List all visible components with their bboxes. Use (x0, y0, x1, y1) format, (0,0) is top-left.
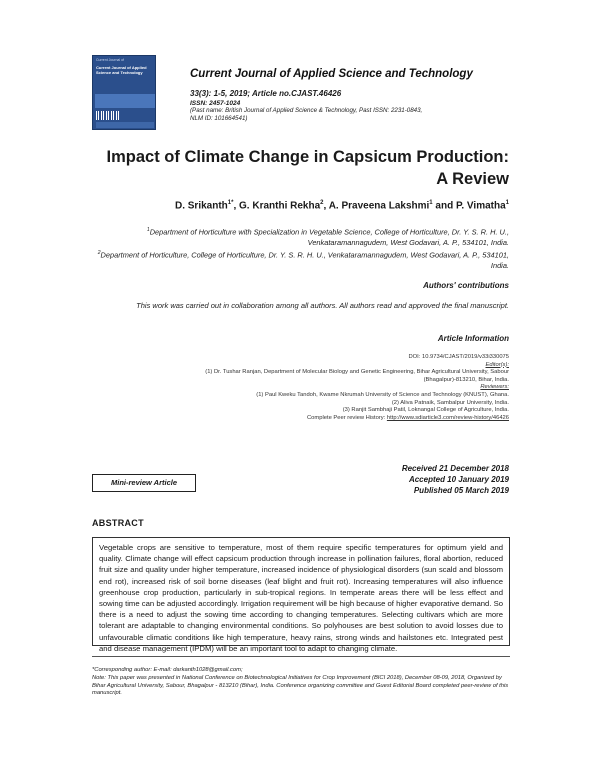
journal-past-name: (Past name: British Journal of Applied Science & Technology, Past ISSN: 2231-0843, (190, 107, 423, 114)
reviewer-1: (1) Paul Kweku Tandoh, Kwame Nkrumah University of Science and Technology (KNUST), Ghana. (256, 391, 509, 398)
review-history (89, 415, 509, 423)
paper-title-line-1: Impact of Climate Change in Capsicum Production: (106, 148, 509, 166)
review-history-label: Complete Peer review History: (306, 414, 387, 421)
received-date: Received 21 December 2018 (401, 464, 509, 473)
contributions-text: This work was carried out in collaboration among all authors. All authors read and approved the final manuscript. (136, 301, 509, 310)
author-affiliation-mark: 2 (320, 200, 324, 206)
corresponding-author: *Corresponding author: E-mail: darkanth1028@gmail.com; (92, 667, 243, 673)
editor-1: (1) Dr. Tushar Ranjan, Department of Molecular Biology and Genetic Engineering, Bihar Agricultural University, Sabour (205, 369, 509, 376)
author-separator: , (323, 200, 329, 212)
paper-title (79, 146, 509, 190)
article-info-heading: Article Information (437, 334, 509, 343)
cover-barcode (96, 111, 120, 120)
journal-volume: 33(3): 1-5, 2019; Article no.CJAST.46426 (190, 89, 342, 98)
conference-note: Note: This paper was presented in National Conference on Biotechnological Initiatives for Crop Improvement (BICI 2018), December 08-09, 2018, Organized by Bihar Agricultural University, Sabour, Bhagalpur - 813210 (Bihar), India. Conference organizing committee and Guest Editorial Board completed peer-review of this manuscript. (92, 674, 509, 697)
cover-band (95, 94, 155, 108)
review-history-link[interactable]: http://www.sdiarticle3.com/review-history/46426 (386, 414, 509, 421)
editors-label: Editor(s): (485, 361, 509, 368)
editor-1-cont: (Bhagalpur)-813210, Bihar, India. (423, 376, 509, 383)
article-info (89, 354, 509, 422)
affiliations (92, 225, 509, 272)
footnotes (92, 667, 510, 698)
affiliation-text: Department of Horticulture with Specialization in Vegetable Science, College of Horticulture, Dr. Y. S. R. H. U., Venkataramannagudem, West Godavari, A. P., 534101, India. (149, 227, 509, 247)
accepted-date: Accepted 10 January 2019 (408, 475, 509, 484)
footnote-divider (92, 656, 510, 657)
article-dates (402, 463, 509, 496)
affiliation-2 (92, 248, 509, 271)
author-separator: and (432, 200, 456, 212)
abstract-text: Vegetable crops are sensitive to temperature, most of them require specific temperatures for optimum yield and quality. Climate change will effect capsicum production through increase in pollination failures, floral abortion, reduced fruit size and quality under higher temperature, increased incidence of physiological disorders (sun scald and blossom end rot), increased risk of soil borne diseases (leaf blight and fruit rot). Increasing temperatures will also influence greenhouse crop production, particularly in sub-tropical regions. In temperate areas there will be less effect and sowing time can be adjusted accordingly. Irrigation requirement will be high because of higher evaporative demand. So there is a need to adjust the sowing time according to changing temperatures. Selecting cultivars which are more tolerant are adaptable to changing environmental conditions. So polyhouses are best solution to avoid losses due to unfavourable climatic conditions like high temperature, heavy rains, strong winds and hailstones etc. Integrated pest and disease management (IPDM) will be an important tool to adapt to changing climate. (92, 537, 510, 646)
journal-nlm-id: NLM ID: 101664541) (190, 115, 248, 122)
paper-title-line-2: A Review (436, 170, 509, 188)
reviewers-label: Reviewers: (480, 384, 509, 391)
reviewer-3: (3) Ranjit Sambhaji Patil, Loknangal College of Agriculture, India. (342, 407, 509, 414)
journal-cover-thumbnail (92, 55, 156, 130)
article-doi: DOI: 10.9734/CJAST/2019/v33i330075 (408, 354, 509, 360)
article-type-badge: Mini-review Article (92, 474, 196, 492)
author-name: P. Vimatha (455, 200, 506, 212)
author-list (175, 200, 509, 211)
abstract-heading: ABSTRACT (92, 518, 144, 528)
reviewer-2: (2) Aliva Patnaik, Sambalpur University, India. (391, 399, 509, 406)
affiliation-1 (92, 225, 509, 248)
author-name: G. Kranthi Rekha (239, 200, 321, 212)
affiliation-mark: 2 (97, 250, 101, 257)
cover-title: Current Journal of Applied Science and Technology (96, 65, 147, 75)
author-affiliation-mark: 1* (227, 200, 234, 206)
affiliation-mark: 1 (146, 227, 150, 233)
journal-header (190, 68, 520, 123)
published-date: Published 05 March 2019 (413, 486, 509, 495)
author-affiliation-mark: 1 (505, 200, 509, 206)
affiliation-text: Department of Horticulture, College of Horticulture, Dr. Y. S. R. H. U., Venkataramannagudem, West Godavari, A. P., 534101, India. (100, 250, 509, 271)
journal-issn: ISSN: 2457-1024 (190, 100, 241, 107)
author-name: A. Praveena Lakshmi (328, 200, 430, 212)
cover-small-text: Current Journal of (96, 58, 125, 62)
cover-footer-band (96, 122, 154, 128)
author-affiliation-mark: 1 (429, 200, 433, 206)
author-separator: , (233, 200, 240, 212)
author-name: D. Srikanth (174, 200, 228, 212)
contributions-heading: Authors' contributions (423, 281, 509, 290)
journal-name: Current Journal of Applied Science and Technology (190, 68, 473, 80)
